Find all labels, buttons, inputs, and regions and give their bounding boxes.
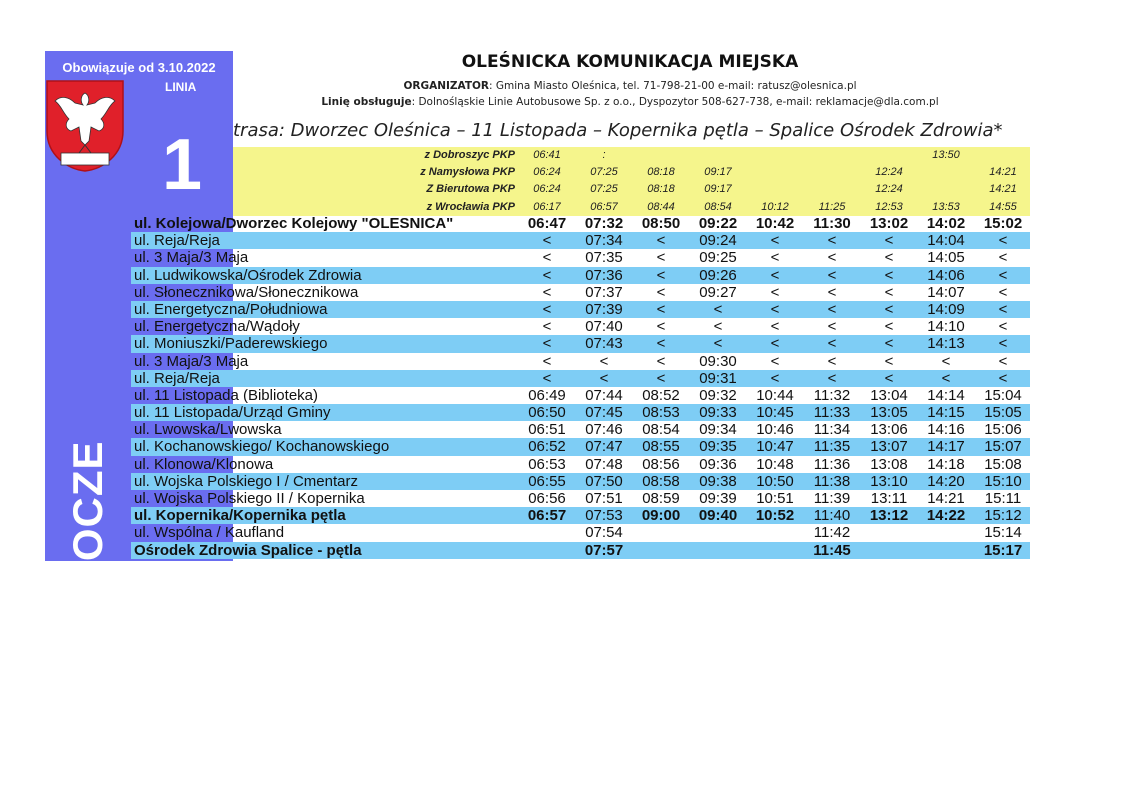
departure-time: 13:04 [870,386,908,404]
departure-time: 11:42 [813,524,851,542]
departure-time: < [713,335,723,353]
feeder-origin: z Namysłowa PKP [420,166,515,179]
table-row [131,421,1030,438]
feeder-origin: z Dobroszyc PKP [424,149,515,161]
departure-time: 14:04 [927,232,965,250]
departure-time: 11:32 [813,386,851,404]
operator-line [290,96,970,108]
departure-time: 15:14 [984,524,1022,542]
departure-time: 14:06 [927,266,965,284]
departure-time: < [998,318,1008,336]
feeder-time: : [602,149,606,161]
departure-time: < [770,232,780,250]
departure-time: 10:52 [755,507,795,525]
departure-time: 07:43 [585,335,623,353]
departure-time: < [542,318,552,336]
feeder-time: 08:18 [647,166,675,179]
table-row [131,284,1030,301]
stop-name: ul. Kochanowskiego/ Kochanowskiego [134,438,390,456]
departure-time: < [770,300,780,318]
departure-time: < [884,249,894,267]
line-label: LINIA [165,80,197,94]
departure-time: < [827,266,837,284]
departure-time: < [998,335,1008,353]
departure-time: < [542,335,552,353]
departure-time: 14:09 [927,300,965,318]
departure-time: 08:50 [641,215,681,232]
departure-time: < [998,249,1008,267]
departure-time: 14:15 [927,404,965,422]
departure-time: 08:59 [642,490,680,507]
departure-time: 14:21 [927,490,965,507]
feeder-time: 06:57 [590,200,618,213]
departure-time: < [713,318,723,336]
feeder-time: 11:25 [818,200,846,213]
departure-time: 09:35 [699,438,737,456]
stop-name: ul. 11 Listopada (Biblioteka) [134,386,318,404]
departure-time: 14:18 [927,455,965,473]
departure-time: 13:10 [870,472,908,490]
day-type-band [45,203,132,746]
departure-time: 08:56 [642,455,680,473]
departure-time: 13:07 [870,438,908,456]
departure-time: 14:10 [927,318,965,336]
departure-time: < [884,300,894,318]
stop-name: ul. Kopernika/Kopernika pętla [134,507,346,525]
departure-time: < [884,369,894,387]
departure-time: 09:24 [699,232,737,250]
feeder-row [233,181,1030,198]
departure-time: < [998,266,1008,284]
departure-time: < [941,352,951,370]
departure-time: 06:57 [527,507,567,525]
departure-time: 07:32 [584,215,624,232]
departure-time: 07:34 [585,232,623,250]
departure-time: 14:22 [926,507,966,525]
departure-time: < [656,266,666,284]
departure-time: 06:47 [527,215,567,232]
departure-time: 15:07 [984,438,1022,456]
page-title: OLEŚNICKA KOMUNIKACJA MIEJSKA [461,52,799,72]
table-row [131,370,1030,387]
departure-time: 10:48 [756,455,794,473]
feeder-time: 14:21 [989,183,1017,196]
table-row [131,490,1030,507]
departure-time: < [656,300,666,318]
departure-time: 10:42 [755,215,795,232]
stop-name: ul. Moniuszki/Paderewskiego [134,335,328,353]
departure-time: 11:35 [813,438,851,456]
table-row [131,301,1030,318]
table-row [131,387,1030,404]
departure-time: 06:56 [528,490,566,507]
departure-time: < [827,283,837,301]
departure-time: 09:31 [699,369,737,387]
departure-time: < [656,283,666,301]
departure-time: 10:51 [756,490,794,507]
feeder-row [233,164,1030,181]
departure-time: 09:33 [699,404,737,422]
departure-time: 11:30 [813,215,851,232]
departure-time: 07:46 [585,421,623,439]
departure-time: 15:17 [983,541,1023,559]
departure-time: 11:33 [813,404,851,422]
departure-time: 09:39 [699,490,737,507]
feeder-time: 09:17 [704,166,732,179]
departure-time: < [884,283,894,301]
departure-time: 09:26 [699,266,737,284]
table-row [131,249,1030,266]
departure-time: < [542,266,552,284]
departure-time: < [656,369,666,387]
stop-name: ul. Wojska Polskiego I / Cmentarz [134,472,358,490]
departure-time: 07:39 [585,300,623,318]
departure-time: < [884,232,894,250]
feeder-origin: z Wrocławia PKP [426,200,515,213]
feeder-connections [233,147,1030,216]
organizer-text: : Gmina Miasto Oleśnica, tel. 71-798-21-00 e-mail: ratusz@olesnica.pl [489,80,857,92]
departure-time: < [599,369,609,387]
departure-time: 14:16 [927,421,965,439]
departure-time: 07:44 [585,386,623,404]
departure-time: 08:53 [642,404,680,422]
feeder-time: 08:44 [647,200,675,213]
feeder-time: 13:50 [932,149,960,161]
table-row [131,524,1030,541]
stop-name: ul. 3 Maja/3 Maja [134,249,249,267]
table-row [131,267,1030,284]
departure-time: < [884,335,894,353]
departure-time: < [998,352,1008,370]
departure-time: < [998,300,1008,318]
feeder-time: 06:17 [533,200,561,213]
departure-time: 11:34 [813,421,851,439]
feeder-row [233,147,1030,164]
departure-time: < [827,352,837,370]
departure-time: < [656,335,666,353]
departure-time: 13:02 [869,215,909,232]
departure-time: 10:47 [756,438,794,456]
departure-time: 15:04 [984,386,1022,404]
departure-time: 11:40 [813,507,851,525]
departure-time: 14:13 [927,335,965,353]
departure-time: 14:17 [927,438,965,456]
departure-time: 10:44 [756,386,794,404]
departure-time: < [770,352,780,370]
table-row [131,215,1030,232]
departure-time: 09:22 [698,215,738,232]
departure-time: 13:05 [870,404,908,422]
departure-time: 07:53 [585,507,623,525]
departure-time: 09:36 [699,455,737,473]
departure-time: 09:27 [699,283,737,301]
departure-time: 13:08 [870,455,908,473]
departure-time: 14:20 [927,472,965,490]
departure-time: 15:12 [984,507,1022,525]
departure-time: 13:06 [870,421,908,439]
departure-time: < [827,369,837,387]
feeder-time: 13:53 [932,200,960,213]
departure-time: 06:50 [528,404,566,422]
departure-time: 09:00 [641,507,681,525]
departure-time: < [542,352,552,370]
departure-time: 08:54 [642,421,680,439]
departure-time: 10:46 [756,421,794,439]
departure-time: < [884,266,894,284]
departure-time: 10:45 [756,404,794,422]
departure-time: 15:08 [984,455,1022,473]
day-type-label: DNI ROBOCZE [64,440,111,746]
table-row [131,318,1030,335]
departure-time: 15:06 [984,421,1022,439]
departure-time: < [827,335,837,353]
departure-time: < [884,318,894,336]
departure-time: 09:38 [699,472,737,490]
departure-time: 07:50 [585,472,623,490]
feeder-row [233,199,1030,216]
departure-time: 06:51 [528,421,566,439]
feeder-time: 14:55 [989,200,1017,213]
feeder-time: 12:53 [875,200,903,213]
departure-time: 09:40 [698,507,738,525]
stop-name: ul. 3 Maja/3 Maja [134,352,249,370]
operator-label: Linię obsługuje [321,96,412,108]
departure-time: < [656,318,666,336]
organizer-line [300,80,960,92]
feeder-time: 10:12 [761,200,789,213]
departure-time: < [827,318,837,336]
stop-name: ul. Reja/Reja [134,232,220,250]
coat-of-arms-icon [45,79,125,173]
departure-time: 13:11 [870,490,908,507]
table-row [131,353,1030,370]
table-row [131,542,1030,559]
stop-name: ul. Wojska Polskiego II / Kopernika [134,490,365,507]
departure-time: 07:48 [585,455,623,473]
departure-time: < [770,283,780,301]
table-row [131,473,1030,490]
departure-time: < [884,352,894,370]
departure-time: < [656,352,666,370]
departure-time: 11:39 [813,490,851,507]
departure-time: 14:14 [927,386,965,404]
departure-time: 08:52 [642,386,680,404]
feeder-time: 07:25 [590,183,618,196]
feeder-time: 08:18 [647,183,675,196]
departure-time: < [542,369,552,387]
feeder-time: 12:24 [875,183,903,196]
departure-time: 09:34 [699,421,737,439]
departure-time: 07:54 [585,524,623,542]
departure-time: 08:55 [642,438,680,456]
departure-time: 15:02 [983,215,1023,232]
stop-name: ul. 11 Listopada/Urząd Gminy [134,404,331,422]
stop-name: ul. Ludwikowska/Ośrodek Zdrowia [134,266,362,284]
table-row [131,456,1030,473]
departure-time: < [770,249,780,267]
departure-time: 07:35 [585,249,623,267]
departure-time: < [998,232,1008,250]
departure-time: < [827,249,837,267]
table-row [131,438,1030,455]
departure-time: 06:55 [528,472,566,490]
line-number: 1 [162,125,203,205]
departure-time: < [542,249,552,267]
stop-name: ul. Energetyczna/Południowa [134,300,328,318]
departure-time: < [827,300,837,318]
feeder-time: 06:24 [533,183,561,196]
departure-time: < [998,283,1008,301]
departure-time: 07:51 [585,490,623,507]
feeder-time: 12:24 [875,166,903,179]
stop-name: ul. Wspólna / Kaufland [134,524,285,542]
departure-time: < [599,352,609,370]
departure-time: < [542,283,552,301]
departure-time: 14:07 [927,283,965,301]
departure-time: 15:10 [984,472,1022,490]
stop-name: ul. Klonowa/Klonowa [134,455,274,473]
departure-time: 11:45 [813,541,851,559]
feeder-time: 09:17 [704,183,732,196]
departure-time: 14:05 [927,249,965,267]
feeder-time: 14:21 [989,166,1017,179]
route-description: trasa: Dworzec Oleśnica – 11 Listopada – Kopernika pętla – Spalice Ośrodek Zdrowia* [233,120,1003,141]
departure-time: < [770,266,780,284]
feeder-origin: Z Bierutowa PKP [426,183,515,196]
departure-time: 13:12 [869,507,909,525]
feeder-time: 07:25 [590,166,618,179]
departure-time: 09:25 [699,249,737,267]
feeder-time: 06:24 [533,166,561,179]
stop-name: ul. Kolejowa/Dworzec Kolejowy "OLESNICA" [134,215,454,232]
valid-from-label: Obowiązuje od 3.10.2022 [62,60,216,75]
departure-time: 06:49 [528,386,566,404]
departure-time: 11:36 [813,455,851,473]
departure-time: 06:53 [528,455,566,473]
departure-time: 07:37 [585,283,623,301]
departure-time: < [656,232,666,250]
departure-time: < [770,335,780,353]
departure-time: 07:45 [585,404,623,422]
departure-time: < [656,249,666,267]
stop-name: ul. Słonecznikowa/Słonecznikowa [134,283,359,301]
table-row [131,232,1030,249]
departure-time: 14:02 [926,215,966,232]
stop-name: ul. Lwowska/Lwowska [134,421,282,439]
feeder-time: 06:41 [533,149,561,161]
departure-time: 07:40 [585,318,623,336]
stop-name: ul. Energetyczna/Wądoły [134,318,300,336]
departure-time: 07:47 [585,438,623,456]
timetable [131,215,1030,559]
departure-time: 08:58 [642,472,680,490]
feeder-time: 08:54 [704,200,732,213]
operator-text: : Dolnośląskie Linie Autobusowe Sp. z o.o., Dyspozytor 508-627-738, e-mail: reklamacje@dla.com.pl [411,96,939,108]
departure-time: 15:11 [984,490,1022,507]
stop-name: Ośrodek Zdrowia Spalice - pętla [134,541,362,559]
departure-time: 06:52 [528,438,566,456]
departure-time: 15:05 [984,404,1022,422]
departure-time: 09:32 [699,386,737,404]
departure-time: < [998,369,1008,387]
departure-time: < [827,232,837,250]
table-row [131,507,1030,524]
departure-time: < [770,369,780,387]
stop-name: ul. Reja/Reja [134,369,220,387]
departure-time: 11:38 [813,472,851,490]
departure-time: 07:36 [585,266,623,284]
departure-time: < [542,300,552,318]
departure-time: < [770,318,780,336]
table-row [131,335,1030,352]
departure-time: < [542,232,552,250]
departure-time: < [713,300,723,318]
table-row [131,404,1030,421]
departure-time: 10:50 [756,472,794,490]
departure-time: < [941,369,951,387]
departure-time: 07:57 [584,541,624,559]
departure-time: 09:30 [699,352,737,370]
organizer-label: ORGANIZATOR [403,80,490,92]
